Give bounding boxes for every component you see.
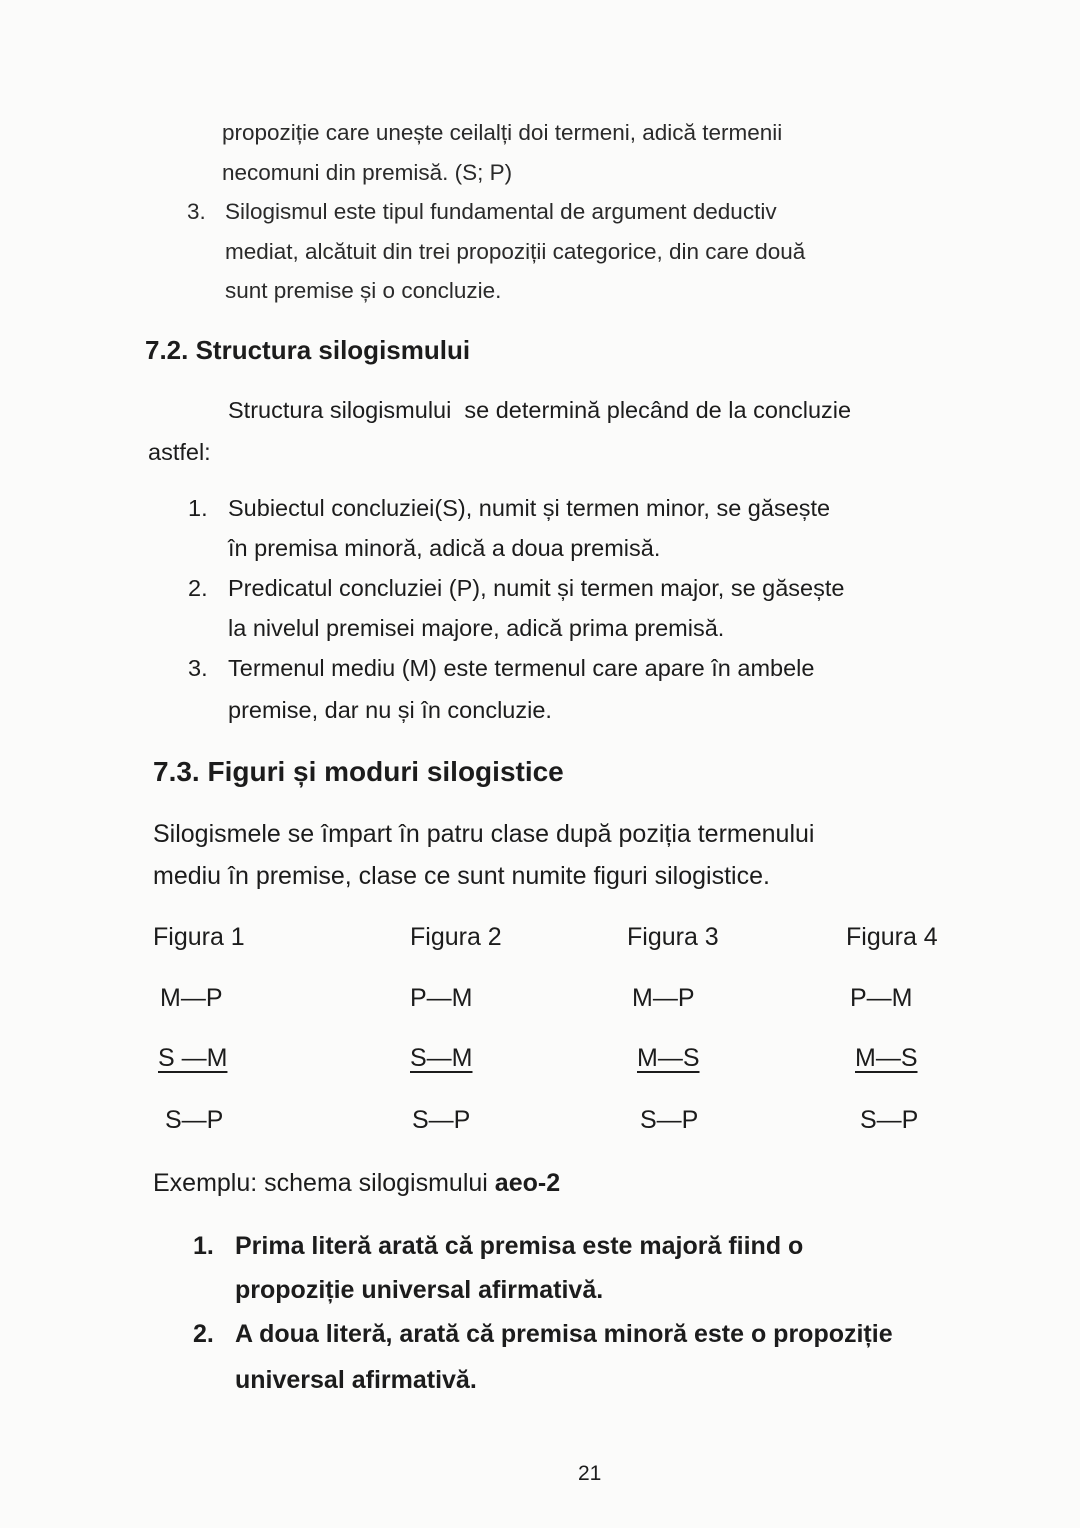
text-line: Subiectul concluziei(S), numit și termen minor, se găsește (228, 495, 831, 521)
figure-major-premise: P—M (410, 984, 473, 1012)
text-line: universal afirmativă. (235, 1366, 477, 1394)
text-line: în premisa minoră, adică a doua premisă. (228, 535, 661, 561)
list-number: 2. (188, 575, 208, 601)
figure-minor-premise: S—M (410, 1044, 473, 1072)
text-line: mediat, alcătuit din trei propoziții categorice, din care două (225, 239, 806, 264)
list-number: 1. (193, 1232, 214, 1260)
section-heading: 7.2. Structura silogismului (145, 335, 471, 365)
figure-conclusion: S—P (412, 1106, 471, 1134)
text-line: A doua literă, arată că premisa minoră este o propoziție (235, 1320, 893, 1348)
figure-major-premise: M—P (160, 984, 223, 1012)
text-line: Silogismul este tipul fundamental de argument deductiv (225, 199, 777, 224)
list-number: 3. (188, 655, 208, 681)
text-line: propoziție universal afirmativă. (235, 1276, 604, 1304)
figure-minor-premise: S —M (158, 1044, 228, 1072)
text-line: la nivelul premisei majore, adică prima premisă. (228, 615, 725, 641)
figure-minor-premise: M—S (855, 1044, 918, 1072)
text-line: Prima literă arată că premisa este majoră fiind o (235, 1232, 804, 1260)
text-line: premise, dar nu și în concluzie. (228, 697, 552, 723)
figure-label: Figura 3 (627, 923, 719, 951)
list-number: 1. (188, 495, 208, 521)
page-number: 21 (578, 1462, 602, 1485)
figure-major-premise: M—P (632, 984, 695, 1012)
text-line: Silogismele se împart în patru clase după poziția termenului (153, 820, 815, 848)
example-scheme: aeo-2 (494, 1169, 561, 1197)
list-number: 2. (193, 1320, 214, 1348)
figure-conclusion: S—P (860, 1106, 919, 1134)
figure-conclusion: S—P (165, 1106, 224, 1134)
text-line: Termenul mediu (M) este termenul care apare în ambele (228, 655, 815, 681)
text-line: sunt premise și o concluzie. (225, 278, 502, 303)
figure-label: Figura 1 (153, 923, 245, 951)
figure-conclusion: S—P (640, 1106, 699, 1134)
text-line: Structura silogismului se determină plecând de la concluzie (228, 397, 852, 423)
text-line: mediu în premise, clase ce sunt numite figuri silogistice. (153, 862, 770, 890)
text-line: astfel: (148, 439, 211, 465)
section-heading: 7.3. Figuri și moduri silogistice (153, 756, 564, 787)
list-number: 3. (187, 199, 206, 224)
figure-major-premise: P—M (850, 984, 913, 1012)
text-line: Predicatul concluziei (P), numit și termen major, se găsește (228, 575, 845, 601)
figure-minor-premise: M—S (637, 1044, 700, 1072)
example-prefix: Exemplu: schema silogismului (153, 1169, 495, 1197)
figure-label: Figura 4 (846, 923, 938, 951)
text-line: propoziție care unește ceilalți doi termeni, adică termenii (222, 120, 783, 145)
text-line: necomuni din premisă. (S; P) (222, 160, 513, 185)
example-line (153, 1163, 560, 1203)
figure-label: Figura 2 (410, 923, 502, 951)
